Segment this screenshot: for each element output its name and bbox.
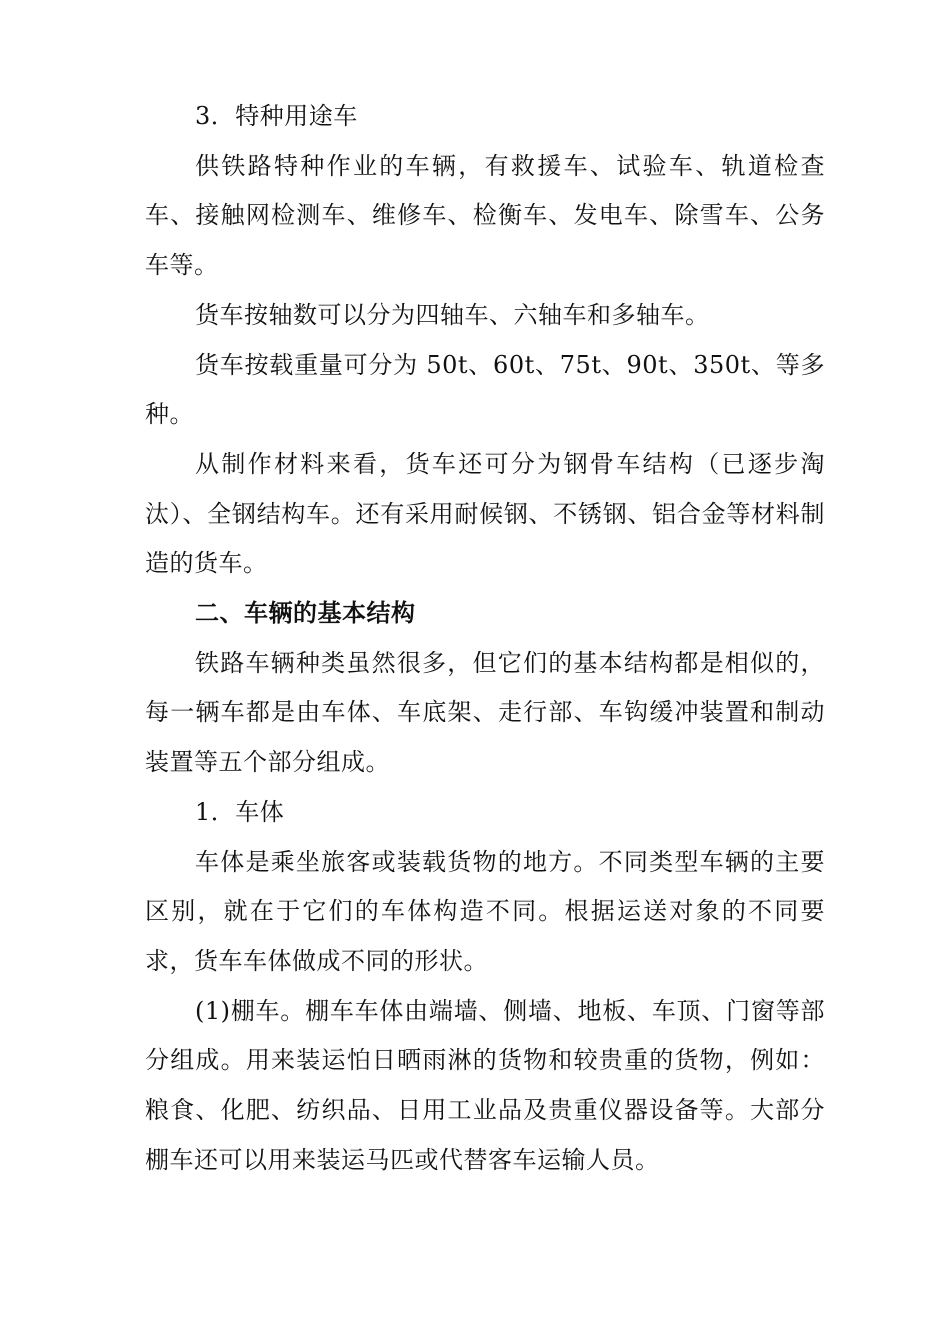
document-page — [145, 92, 825, 1185]
paragraph-car-body: 车体是乘坐旅客或装载货物的地方。不同类型车辆的主要区别，就在于它们的车体构造不同。根据运送对象的不同要求，货车车体做成不同的形状。 — [145, 847, 825, 975]
paragraph-boxcar: (1)棚车。棚车车体由端墙、侧墙、地板、车顶、门窗等部分组成。用来装运怕日晒雨淋的货物和较贵重的货物，例如：粮食、化肥、纺织品、日用工业品及贵重仪器设备等。大部分棚车还可以用来装运马匹或代替客车运输人员。 — [145, 996, 825, 1174]
section-heading-basic-structure: 二、车辆的基本结构 — [195, 599, 416, 628]
paragraph-material-classification: 从制作材料来看，货车还可分为钢骨车结构（已逐步淘汰）、全钢结构车。还有采用耐候钢、不锈钢、铝合金等材料制造的货车。 — [145, 449, 825, 578]
paragraph-special-purpose-cars: 供铁路特种作业的车辆，有救援车、试验车、轨道检查车、接触网检测车、维修车、检衡车、发电车、除雪车、公务车等。 — [145, 151, 825, 280]
paragraph-axle-classification: 货车按轴数可以分为四轴车、六轴车和多轴车。 — [195, 300, 710, 329]
paragraph-structure-intro: 铁路车辆种类虽然很多，但它们的基本结构都是相似的，每一辆车都是由车体、车底架、走行部、车钩缓冲装置和制动装置等五个部分组成。 — [145, 648, 825, 777]
subsection-heading-car-body: 1．车体 — [195, 797, 285, 826]
subsection-heading-special-purpose-cars: 3．特种用途车 — [195, 102, 358, 130]
paragraph-load-classification: 货车按载重量可分为 50t、60t、75t、90t、350t、等多种。 — [145, 350, 825, 429]
